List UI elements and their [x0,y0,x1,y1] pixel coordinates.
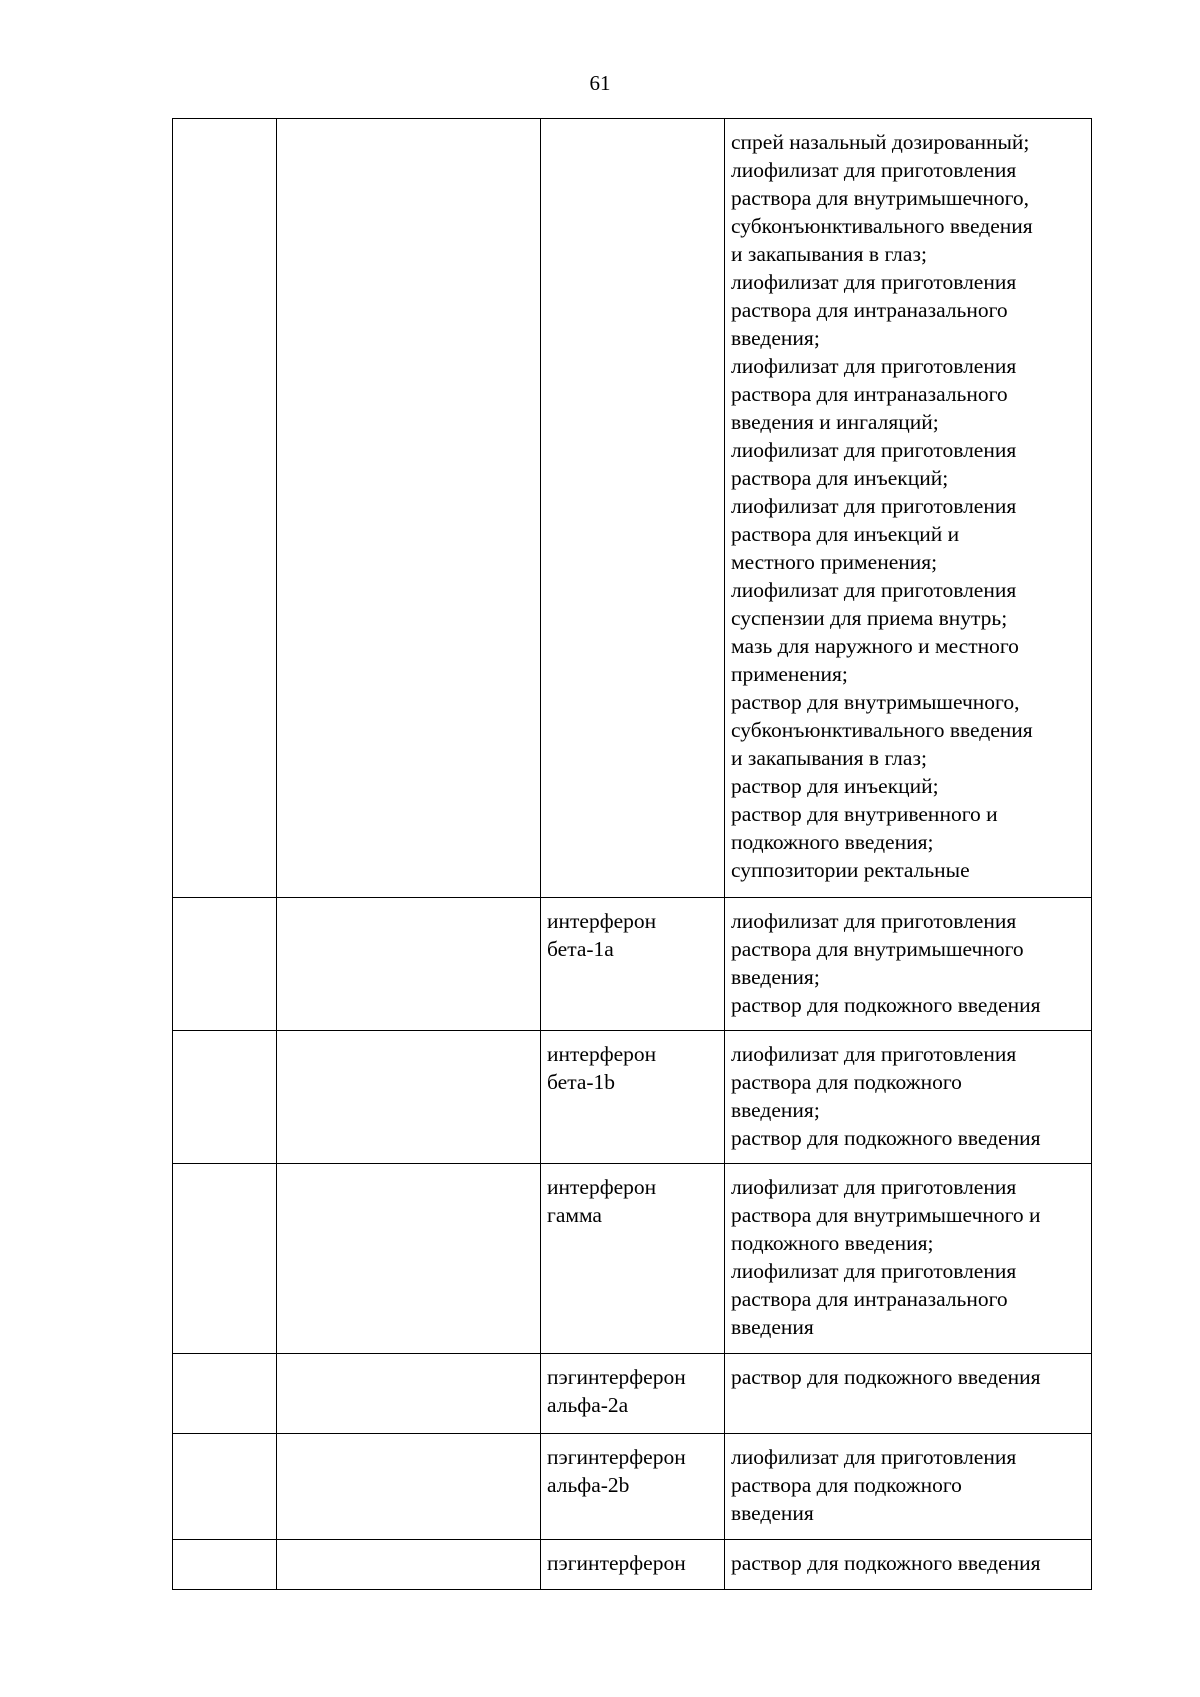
substance-cell [541,1164,725,1354]
dosage-form-line: лиофилизат для приготовления [731,1042,1017,1066]
table-row [173,1164,1092,1354]
dosage-form-line: раствора для интраназального [731,298,1008,322]
dosage-form-line: раствора для интраназального [731,1287,1008,1311]
dosage-form-cell [725,1434,1092,1540]
dosage-form-line: лиофилизат для приготовления [731,438,1017,462]
dosage-form-line: лиофилизат для приготовления [731,578,1017,602]
dosage-form-line: введения; [731,1098,820,1122]
dosage-form-line: подкожного введения; [731,830,934,854]
substance-cell [541,1031,725,1164]
dosage-form-line: раствор для подкожного введения [731,993,1041,1017]
dosage-form-line: мазь для наружного и местного [731,634,1019,658]
dosage-form-line: раствор для внутривенного и [731,802,998,826]
group-cell [277,1164,541,1354]
dosage-form-line: местного применения; [731,550,938,574]
dosage-form-line: раствора для подкожного [731,1070,962,1094]
table-row [173,119,1092,898]
group-cell [277,1354,541,1434]
dosage-form-line: суппозитории ректальные [731,858,970,882]
dosage-form-line: применения; [731,662,848,686]
substance-name-line: интерферон [547,909,657,933]
dosage-form-line: лиофилизат для приготовления [731,909,1017,933]
dosage-form-line: лиофилизат для приготовления [731,354,1017,378]
dosage-form-line: введения; [731,965,820,989]
page-number: 61 [589,71,611,95]
dosage-form-line: раствор для подкожного введения [731,1551,1041,1575]
table-row [173,898,1092,1031]
dosage-form-line: суспензии для приема внутрь; [731,606,1008,630]
substance-name-line: пэгинтерферон [547,1365,686,1389]
dosage-form-line: раствора для подкожного [731,1473,962,1497]
dosage-form-line: введения [731,1501,814,1525]
dosage-form-line: раствора для инъекций и [731,522,960,546]
dosage-form-line: и закапывания в глаз; [731,242,927,266]
substance-name-line: бета-1a [547,937,614,961]
dosage-form-line: раствор для подкожного введения [731,1365,1041,1389]
dosage-form-line: раствор для внутримышечного, [731,690,1020,714]
dosage-form-line: раствора для внутримышечного [731,937,1024,961]
dosage-form-line: раствора для интраназального [731,382,1008,406]
atc-code-cell [173,1164,277,1354]
dosage-form-cell [725,1031,1092,1164]
atc-code-cell [173,898,277,1031]
substance-name-line: альфа-2b [547,1473,630,1497]
group-cell [277,898,541,1031]
substance-cell [541,898,725,1031]
dosage-form-line: лиофилизат для приготовления [731,1175,1017,1199]
substance-name-line: бета-1b [547,1070,616,1094]
atc-code-cell [173,1434,277,1540]
dosage-form-line: спрей назальный дозированный; [731,130,1030,154]
substance-cell [541,1540,725,1590]
dosage-form-line: раствора для внутримышечного и [731,1203,1041,1227]
table-row [173,1031,1092,1164]
atc-code-cell [173,1354,277,1434]
dosage-form-cell [725,898,1092,1031]
substance-cell [541,1354,725,1434]
dosage-form-line: введения; [731,326,820,350]
dosage-form-line: лиофилизат для приготовления [731,1445,1017,1469]
dosage-form-line: раствора для инъекций; [731,466,949,490]
atc-code-cell [173,119,277,898]
dosage-form-line: лиофилизат для приготовления [731,158,1017,182]
table-row [173,1354,1092,1434]
substance-name-line: пэгинтерферон [547,1551,686,1575]
table-row [173,1540,1092,1590]
group-cell [277,119,541,898]
substance-name-line: интерферон [547,1042,657,1066]
group-cell [277,1540,541,1590]
dosage-form-line: раствор для инъекций; [731,774,939,798]
substance-name-line: альфа-2a [547,1393,629,1417]
drug-table [172,118,1092,1590]
dosage-form-cell [725,119,1092,898]
dosage-form-cell [725,1540,1092,1590]
dosage-form-line: лиофилизат для приготовления [731,1259,1017,1283]
dosage-form-cell [725,1354,1092,1434]
dosage-form-line: лиофилизат для приготовления [731,494,1017,518]
dosage-form-line: подкожного введения; [731,1231,934,1255]
table-body [173,119,1092,1590]
dosage-form-line: раствора для внутримышечного, [731,186,1029,210]
atc-code-cell [173,1031,277,1164]
dosage-form-line: лиофилизат для приготовления [731,270,1017,294]
dosage-form-cell [725,1164,1092,1354]
group-cell [277,1031,541,1164]
dosage-form-line: субконъюнктивального введения [731,214,1033,238]
dosage-form-line: введения [731,1315,814,1339]
dosage-form-line: раствор для подкожного введения [731,1126,1041,1150]
dosage-form-line: субконъюнктивального введения [731,718,1033,742]
substance-cell [541,119,725,898]
substance-name-line: гамма [547,1203,602,1227]
substance-name-line: пэгинтерферон [547,1445,686,1469]
substance-name-line: интерферон [547,1175,657,1199]
group-cell [277,1434,541,1540]
substance-cell [541,1434,725,1540]
table-row [173,1434,1092,1540]
atc-code-cell [173,1540,277,1590]
dosage-form-line: и закапывания в глаз; [731,746,927,770]
dosage-form-line: введения и ингаляций; [731,410,939,434]
